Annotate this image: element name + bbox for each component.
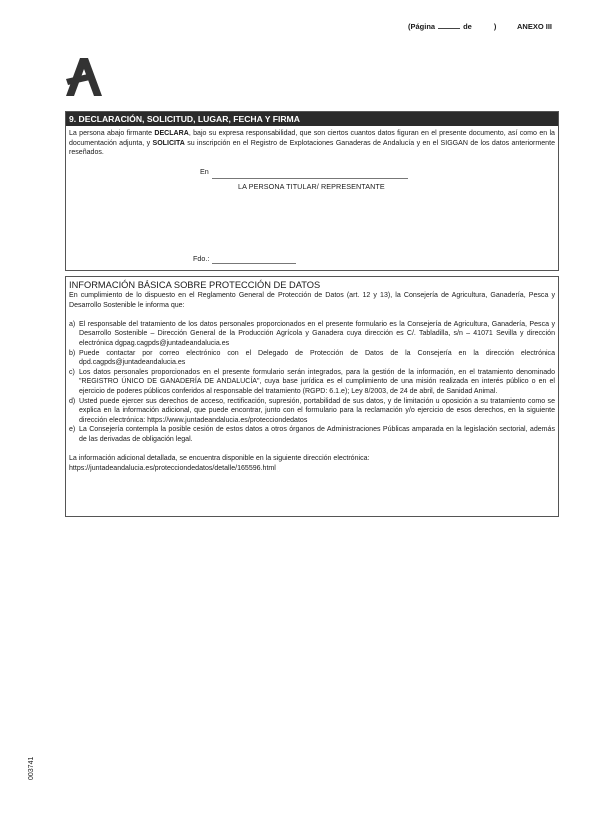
data-protection-intro: En cumplimiento de lo dispuesto en el Reglamento General de Protección de Datos (art. 12 y 13), la Consejería de Agricultura, Ganadería, Pesca y Desarrollo Sostenible le informa que: (69, 292, 555, 309)
declaration-text-c: su inscripción en el Registro de Explotaciones Ganaderas de Andalucía y en el SIGGAN de los datos anteriormente reseñados. (69, 139, 555, 157)
page-number-blank (438, 28, 460, 29)
data-protection-section (65, 276, 559, 517)
junta-andalucia-logo-icon (66, 58, 102, 96)
list-item (69, 320, 555, 349)
declaration-text-a: La persona abajo firmante (69, 130, 155, 137)
list-item-text: El responsable del tratamiento de los datos personales proporcionados en el presente formulario es la Consejería de Agricultura, Ganadería, Pesca y Desarrollo Sostenible – Dirección General de la Producción Agrícola y Ganadera cuya dirección es C/. Tabladilla, s/n – 41071 Sevilla y dirección electrónica dgpag.cagpds@juntadeandalucia.es (79, 320, 555, 347)
form-code: 003741 (28, 756, 35, 780)
place-date-field[interactable] (212, 178, 408, 179)
list-item-text: Los datos personales proporcionados en el presente formulario serán integrados, para la gestión de la información, en el tratamiento denominado "REGISTRO ÚNICO DE GANADERÍA DE ANDALUCÍA", cuya base jurídica es el cumplimiento de una misión realizada en interés público o en el ejercicio de poderes públicos conferidos al responsable del tratamiento (RGPD: 6.1.e); Ley 8/2003, de 24 de abril, de Sanidad Animal. (79, 368, 555, 395)
signature-label: Fdo.: (193, 254, 210, 263)
signature-field[interactable] (212, 263, 296, 264)
declaration-text-b: , bajo su expresa responsabilidad, que son ciertos cuantos datos figuran en el presente documento, así como en la documentación adjunta, y (69, 130, 555, 147)
additional-info (69, 454, 555, 473)
declaration-section (65, 111, 559, 271)
list-item-text: Puede contactar por correo electrónico con el Delegado de Protección de Datos de la Consejería en la dirección electrónica dpd.cagpds@juntadeandalucia.es (79, 349, 555, 367)
signer-label: LA PERSONA TITULAR/ REPRESENTANTE (238, 182, 385, 191)
list-item-marker: b) (69, 349, 76, 357)
declaration-paragraph (66, 126, 558, 158)
data-protection-list (69, 320, 555, 445)
list-item-marker: d) (69, 397, 76, 405)
list-item (69, 349, 555, 368)
place-label: En (200, 167, 209, 176)
list-item (69, 425, 555, 444)
close-paren: ) (493, 22, 497, 31)
declara-keyword: DECLARA (154, 130, 189, 137)
list-item (69, 397, 555, 426)
solicita-keyword: SOLICITA (152, 139, 185, 147)
annex-label: ANEXO III (517, 22, 553, 31)
declaration-section-title: 9. DECLARACIÓN, SOLICITUD, LUGAR, FECHA Y FIRMA (66, 112, 558, 126)
list-item-marker: e) (69, 426, 76, 434)
additional-info-text: La información adicional detallada, se encuentra disponible en la siguiente dirección electrónica: (69, 455, 370, 463)
page-label: (Página (408, 22, 436, 31)
additional-info-url[interactable]: https://juntadeandalucia.es/protecciondedatos/detalle/165596.html (69, 464, 276, 472)
list-item-marker: c) (69, 368, 75, 376)
list-item-text: Usted puede ejercer sus derechos de acceso, rectificación, supresión, portabilidad de sus datos, y de limitación u oposición a su tratamiento como se explica en la información adicional, que puede encontrar, junto con el formulario para la reclamación y/o ejercicio de esos derechos, en la siguiente dirección electrónica: https://www.juntadeandalucia.es/protecciondedatos (79, 397, 555, 424)
page-header (0, 22, 600, 36)
data-protection-title: INFORMACIÓN BÁSICA SOBRE PROTECCIÓN DE DATOS (69, 280, 321, 290)
page-reference (408, 22, 496, 31)
of-label: de (463, 22, 472, 31)
list-item-marker: a) (69, 320, 76, 328)
list-item-text: La Consejería contempla la posible cesión de estos datos a otros órganos de Administraciones Públicas amparada en la legislación sectorial, además de las derivadas de obligación legal. (79, 426, 555, 443)
list-item (69, 368, 555, 397)
